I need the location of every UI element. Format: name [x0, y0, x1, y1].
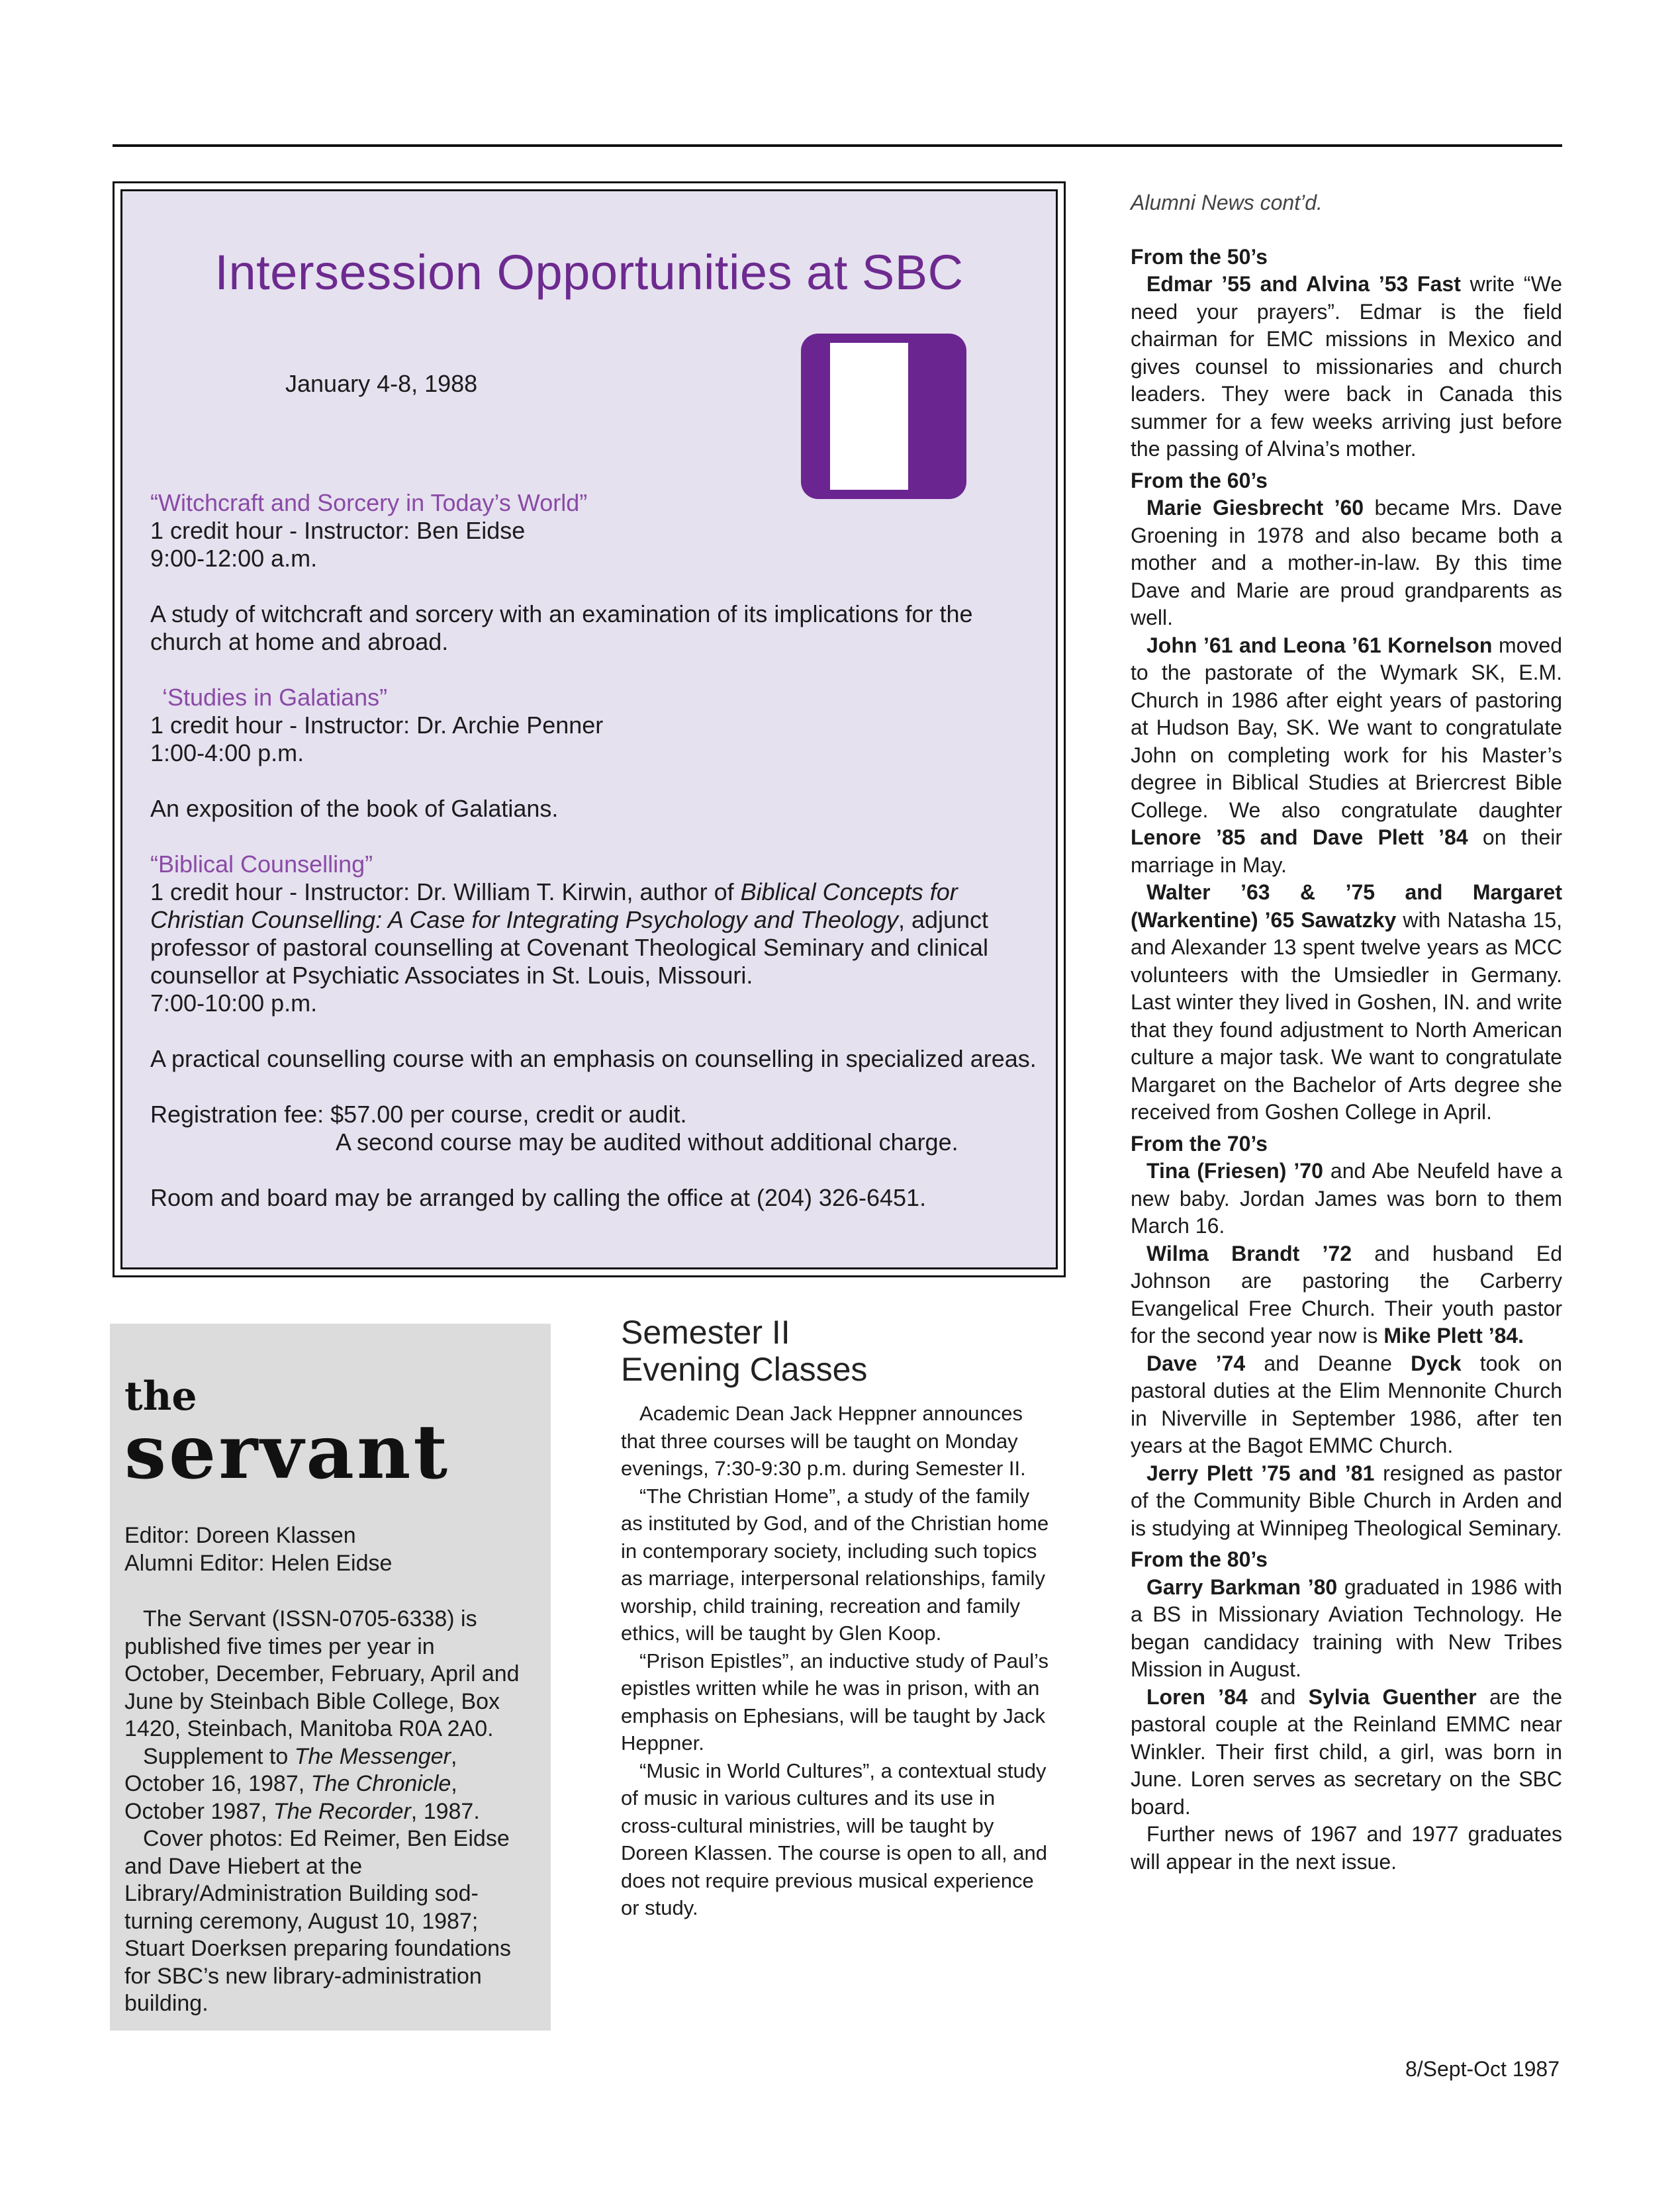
alumni-entry: Dave ’74 and Deanne Dyck took on pastoral duties at the Elim Mennonite Church in Niverville in September 1986, after ten years at the Bagot EMMC Church.: [1131, 1351, 1563, 1457]
top-rule: [113, 144, 1562, 147]
alumni-entry: Garry Barkman ’80 graduated in 1986 with a BS in Missionary Aviation Technology. He began candidacy training with New Tribes Mission in August.: [1131, 1575, 1563, 1681]
semester-body: [621, 1400, 1056, 1922]
decade-heading: From the 50’s: [1131, 244, 1268, 269]
room-board-note: Room and board may be arranged by calling the office at (204) 326-6451.: [150, 1184, 927, 1211]
alumni-entry: John ’61 and Leona ’61 Kornelson moved to the pastorate of the Wymark SK, E.M. Church in 1986 after eight years of pastoring at Hudson Bay, SK. We want to congratulate John on completing work for his Master’s degree in Biblical Studies at Briercrest Bible College. We also congratulate daughter Lenore ’85 and Dave Plett ’84 on their marriage in May.: [1131, 633, 1563, 877]
alumni-entry: Tina (Friesen) ’70 and Abe Neufeld have a new baby. Jordan James was born to them March 16.: [1131, 1159, 1563, 1238]
alumni-editor: Alumni Editor: Helen Eidse: [124, 1550, 393, 1576]
cover-photos-credit: Cover photos: Ed Reimer, Ben Eidse and Dave Hiebert at the Library/Administration Building sod-turning ceremony, August 10, 1987; Stuart Doerksen preparing foundations for SBC’s new library-administration building.: [124, 1826, 512, 2016]
article-paragraph: “Prison Epistles”, an inductive study of Paul’s epistles written while he was in prison, with an emphasis on Ephesians, will be taught by Jack Heppner.: [621, 1649, 1049, 1755]
decade-heading: From the 70’s: [1131, 1131, 1268, 1156]
semester-article: [621, 1314, 1058, 1922]
editor-credits: [124, 1522, 392, 1577]
course-title: “Biblical Counselling”: [150, 850, 373, 878]
intersession-panel: [120, 189, 1058, 1269]
course-credit: 1 credit hour - Instructor: Dr. Archie Penner: [150, 711, 604, 739]
course-time: 7:00-10:00 p.m.: [150, 989, 318, 1017]
calendar-logo-icon: [801, 334, 966, 499]
registration-note: A second course may be audited without additional charge.: [336, 1128, 958, 1156]
alumni-entry: Walter ’63 & ’75 and Margaret (Warkentine) ’65 Sawatzky with Natasha 15, and Alexander 13 spent twelve years as MCC volunteers with the Umsiedler in Germany. Last winter they lived in Goshen, IN. and write that they found adjustment to North American culture a major task. We want to congratulate Margaret on the Bachelor of Arts degree she received from Goshen College in April.: [1131, 880, 1563, 1124]
intersession-box: [113, 181, 1066, 1277]
alumni-entry: Edmar ’55 and Alvina ’53 Fast write “We need your prayers”. Edmar is the field chairman for EMC missions in Mexico and gives counsel to missionaries and church leaders. They were back in Canada this summer for a few weeks arriving just before the passing of Alvina’s mother.: [1131, 272, 1563, 461]
intersession-dates: January 4-8, 1988: [285, 370, 478, 397]
book-title: Biblical Concepts for Christian Counselling: A Case for Integrating Psychology and Theology: [150, 878, 958, 933]
alumni-entry: Wilma Brandt ’72 and husband Ed Johnson are pastoring the Carberry Evangelical Free Church. Their youth pastor for the second year now is Mike Plett ’84.: [1131, 1241, 1563, 1348]
publication-statement: The Servant (ISSN-0705-6338) is published five times per year in October, December, February, April and June by Steinbach Bible College, Box 1420, Steinbach, Manitoba R0A 2A0.: [124, 1606, 520, 1741]
servant-masthead: [110, 1324, 551, 2031]
alumni-news: [1131, 189, 1562, 1876]
course-title: ‘Studies in Galatians”: [162, 684, 388, 711]
semester-heading: Semester II Evening Classes: [621, 1314, 868, 1388]
decade-heading: From the 80’s: [1131, 1547, 1268, 1571]
article-paragraph: “The Christian Home”, a study of the family as instituted by God, and of the Christian home in contemporary society, including such topics as marriage, interpersonal relationships, family worship, child training, recreation and family ethics, will be taught by Glen Koop.: [621, 1484, 1049, 1645]
intersession-courses: [150, 489, 1037, 1212]
course-time: 1:00-4:00 p.m.: [150, 739, 304, 766]
alumni-entry: Loren ’84 and Sylvia Guenther are the pastoral couple at the Reinland EMMC near Winkler. Their first child, a girl, was born in June. Loren serves as secretary on the SBC board.: [1131, 1684, 1563, 1819]
course-title: “Witchcraft and Sorcery in Today’s World”: [150, 489, 588, 516]
course-description: An exposition of the book of Galatians.: [150, 795, 559, 822]
course-description: A practical counselling course with an emphasis on counselling in specialized areas.: [150, 1045, 1037, 1072]
alumni-continued: Alumni News cont’d.: [1131, 191, 1323, 214]
alumni-entry: Further news of 1967 and 1977 graduates will appear in the next issue.: [1131, 1822, 1562, 1874]
alumni-entry: Jerry Plett ’75 and ’81 resigned as pastor of the Community Bible Church in Arden and is studying at Winnipeg Theological Seminary.: [1131, 1461, 1563, 1540]
article-paragraph: Academic Dean Jack Heppner announces that three courses will be taught on Monday evenings, 7:30-9:30 p.m. during Semester II.: [621, 1402, 1026, 1480]
page-footer: 8/Sept-Oct 1987: [1405, 2057, 1560, 2081]
course-credit: 1 credit hour - Instructor: Dr. William T. Kirwin, author of Biblical Concepts for Christian Counselling: A Case for Integrating Psychology and Theology, adjunct professor of pastoral counselling at Covenant Theological Seminary and clinical counsellor at Psychiatic Associates in St. Louis, Missouri.: [150, 878, 989, 989]
course-credit: 1 credit hour - Instructor: Ben Eidse: [150, 517, 526, 544]
registration-fee: Registration fee: $57.00 per course, credit or audit.: [150, 1101, 687, 1128]
alumni-entry: Marie Giesbrecht ’60 became Mrs. Dave Groening in 1978 and also became both a mother and a mother-in-law. By this time Dave and Marie are proud grandparents as well.: [1131, 496, 1563, 629]
publication-info: [124, 1606, 522, 2018]
decade-heading: From the 60’s: [1131, 468, 1268, 492]
article-paragraph: “Music in World Cultures”, a contextual study of music in various cultures and its use in cross-cultural ministries, will be taught by Doreen Klassen. The course is open to all, and does not require previous musical experience or study.: [621, 1759, 1047, 1919]
editor: Editor: Doreen Klassen: [124, 1523, 356, 1548]
course-time: 9:00-12:00 a.m.: [150, 545, 318, 572]
course-description: A study of witchcraft and sorcery with an examination of its implications for the church at home and abroad.: [150, 600, 973, 655]
supplement-note: Supplement to The Messenger, October 16, 1987, The Chronicle, October 1987, The Recorder, 1987.: [124, 1743, 480, 1824]
intersession-title: Intersession Opportunities at SBC: [214, 245, 964, 300]
servant-logo: the servant: [124, 1373, 451, 1496]
